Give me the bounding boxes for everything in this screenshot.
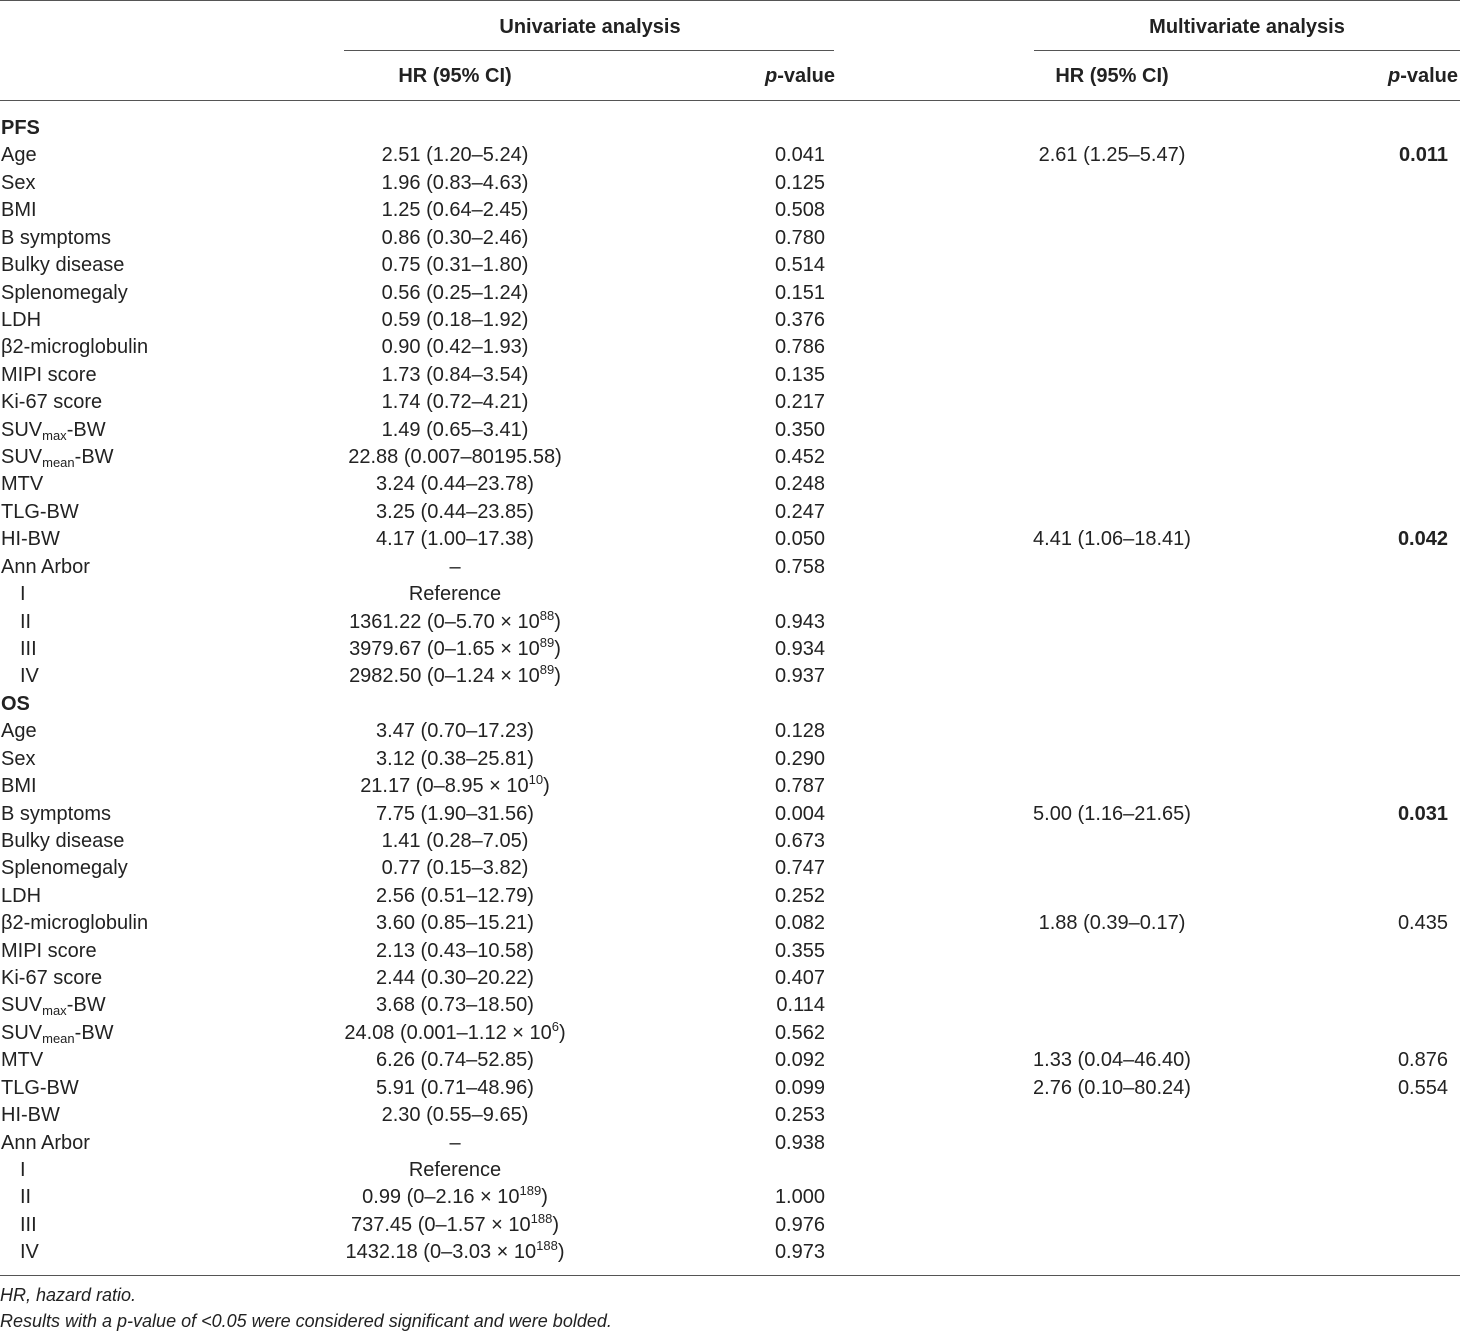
univariate-hr: 0.56 (0.25–1.24) [381,282,529,304]
row-label: TLG-BW [1,1077,79,1099]
row-label: Age [1,720,37,742]
univariate-hr: 2.30 (0.55–9.65) [381,1104,529,1126]
row-label: β2-microglobulin [1,336,149,358]
p-italic: p [1387,65,1401,87]
label-suffix: -BW [66,994,106,1016]
univariate-hr: 6.26 (0.74–52.85) [376,1049,534,1071]
label-subscript: mean [42,1031,75,1046]
row-label: MIPI score [1,364,97,386]
univariate-hr: 3.24 (0.44–23.78) [376,473,534,495]
univariate-p: 0.004 [774,803,825,825]
univariate-p: 0.247 [774,501,825,523]
univariate-p: 0.128 [774,720,825,742]
row-label: Bulky disease [1,830,125,852]
univariate-hr [349,664,561,688]
hr-value: 24.08 (0.001–1.12 × 10 [344,1022,552,1044]
row-label: β2-microglobulin [1,912,149,934]
multivariate-underline [1034,50,1460,51]
label-suffix: -BW [66,419,106,441]
univariate-hr: 3.12 (0.38–25.81) [376,748,534,770]
univariate-p: 0.135 [774,364,825,386]
hr-close: ) [552,1214,559,1236]
univariate-p: 0.290 [774,748,825,770]
p-rest: -value [1400,65,1458,87]
row-label: II [20,1186,32,1208]
univariate-hr: 3.47 (0.70–17.23) [376,720,534,742]
univariate-p: 1.000 [774,1186,825,1208]
row-label: I [20,1159,26,1181]
univariate-hr: 1.49 (0.65–3.41) [381,419,529,441]
multivariate-p: 0.554 [1397,1077,1448,1099]
multivariate-p-header [1388,64,1458,88]
univariate-p: 0.943 [774,611,825,633]
multivariate-p: 0.031 [1397,803,1448,825]
footnote-abbreviation: HR, hazard ratio. [0,1285,137,1305]
multivariate-p: 0.876 [1397,1049,1448,1071]
multivariate-hr: 1.88 (0.39–0.17) [1038,912,1186,934]
row-label: I [20,583,26,605]
row-label: LDH [1,309,42,331]
univariate-p: 0.050 [774,528,825,550]
row-label: B symptoms [1,803,112,825]
row-label [1,1021,114,1045]
row-label: Splenomegaly [1,857,128,879]
hr-exponent: 188 [536,1238,558,1253]
univariate-hr: 5.91 (0.71–48.96) [376,1077,534,1099]
univariate-header: Univariate analysis [499,16,681,38]
hr-exponent: 89 [539,635,555,650]
univariate-p: 0.355 [774,940,825,962]
univariate-hr: 1.73 (0.84–3.54) [381,364,529,386]
univariate-hr: 0.86 (0.30–2.46) [381,227,529,249]
hr-close: ) [543,775,550,797]
univariate-hr: 0.90 (0.42–1.93) [381,336,529,358]
hr-exponent: 6 [551,1019,559,1034]
hr-value: 2982.50 (0–1.24 × 10 [349,665,540,687]
row-label: Ki-67 score [1,391,103,413]
univariate-hr-header: HR (95% CI) [398,65,512,87]
multivariate-p: 0.042 [1397,528,1448,550]
row-label: HI-BW [1,1104,60,1126]
row-label: IV [20,1241,39,1263]
row-label: MTV [1,1049,44,1071]
univariate-p: 0.787 [774,775,825,797]
univariate-hr [349,637,561,661]
univariate-hr: – [449,1132,461,1154]
univariate-p: 0.082 [774,912,825,934]
row-label: IV [20,665,39,687]
label-main: SUV [1,446,43,468]
multivariate-hr: 4.41 (1.06–18.41) [1033,528,1191,550]
hr-close: ) [554,611,561,633]
univariate-p: 0.376 [774,309,825,331]
univariate-p: 0.252 [774,885,825,907]
univariate-p: 0.248 [774,473,825,495]
univariate-p: 0.786 [774,336,825,358]
row-label [1,445,114,469]
univariate-hr: 2.44 (0.30–20.22) [376,967,534,989]
univariate-p: 0.253 [774,1104,825,1126]
section-label: OS [1,693,30,715]
label-suffix: -BW [74,446,114,468]
row-label: MTV [1,473,44,495]
univariate-p: 0.452 [774,446,825,468]
row-label: MIPI score [1,940,97,962]
univariate-hr [362,1185,548,1209]
p-italic: p [764,65,778,87]
row-label: BMI [1,775,37,797]
univariate-hr: 1.74 (0.72–4.21) [381,391,529,413]
univariate-hr: 1.41 (0.28–7.05) [381,830,529,852]
univariate-p: 0.407 [774,967,825,989]
p-rest: -value [777,65,835,87]
univariate-p: 0.976 [774,1214,825,1236]
hr-exponent: 189 [519,1183,542,1198]
multivariate-p: 0.011 [1399,144,1448,166]
hr-close: ) [554,665,561,687]
row-label: Age [1,144,37,166]
univariate-p: 0.747 [774,857,825,879]
row-label: Ann Arbor [1,1132,90,1154]
univariate-hr [349,610,561,634]
hr-close: ) [558,1022,566,1044]
hr-value: 737.45 (0–1.57 × 10 [351,1214,531,1236]
label-main: SUV [1,1022,43,1044]
univariate-hr: 22.88 (0.007–80195.58) [348,446,562,468]
label-suffix: -BW [74,1022,114,1044]
row-label [1,993,106,1017]
univariate-p: 0.092 [774,1049,825,1071]
univariate-p: 0.562 [774,1022,825,1044]
univariate-hr [351,1213,559,1237]
table-bottom-border [0,1275,1460,1276]
hr-exponent: 10 [528,772,544,787]
multivariate-hr: 2.76 (0.10–80.24) [1033,1077,1191,1099]
univariate-p: 0.099 [774,1077,825,1099]
univariate-hr: Reference [408,1159,502,1181]
univariate-p: 0.508 [774,199,825,221]
hr-close: ) [557,1241,565,1263]
univariate-p: 0.514 [774,254,825,276]
univariate-hr: 2.56 (0.51–12.79) [376,885,534,907]
row-label: Sex [1,172,36,194]
label-subscript: max [42,1003,67,1018]
univariate-hr [360,774,550,798]
univariate-hr: 3.25 (0.44–23.85) [376,501,534,523]
label-subscript: max [42,428,67,443]
row-label: LDH [1,885,42,907]
row-label: B symptoms [1,227,112,249]
row-label: Ki-67 score [1,967,103,989]
univariate-p: 0.938 [774,1132,825,1154]
univariate-p: 0.041 [774,144,825,166]
label-main: SUV [1,419,43,441]
univariate-hr: 4.17 (1.00–17.38) [376,528,534,550]
univariate-hr: 7.75 (1.90–31.56) [376,803,534,825]
label-main: SUV [1,994,43,1016]
univariate-p: 0.758 [774,556,825,578]
row-label: II [20,611,32,633]
univariate-hr: 0.59 (0.18–1.92) [381,309,529,331]
row-label: TLG-BW [1,501,79,523]
row-label: Ann Arbor [1,556,90,578]
univariate-hr: 0.75 (0.31–1.80) [381,254,529,276]
hr-exponent: 89 [539,662,555,677]
univariate-p: 0.973 [774,1241,825,1263]
univariate-p: 0.673 [774,830,825,852]
univariate-underline [344,50,834,51]
hr-value: 21.17 (0–8.95 × 10 [360,775,529,797]
hr-exponent: 188 [530,1211,553,1226]
multivariate-hr: 1.33 (0.04–46.40) [1033,1049,1191,1071]
hr-exponent: 88 [539,608,555,623]
row-label: Sex [1,748,36,770]
univariate-p: 0.151 [774,282,825,304]
univariate-hr: 1.25 (0.64–2.45) [381,199,529,221]
row-label: HI-BW [1,528,60,550]
hr-value: 1432.18 (0–3.03 × 10 [345,1241,537,1263]
univariate-hr: – [449,556,461,578]
multivariate-hr-header: HR (95% CI) [1055,65,1169,87]
univariate-hr: 3.60 (0.85–15.21) [376,912,534,934]
multivariate-header: Multivariate analysis [1149,16,1345,38]
univariate-hr: 0.77 (0.15–3.82) [381,857,529,879]
multivariate-p: 0.435 [1397,912,1448,934]
univariate-p: 0.780 [774,227,825,249]
multivariate-hr: 5.00 (1.16–21.65) [1033,803,1191,825]
univariate-p: 0.937 [774,665,825,687]
univariate-hr [345,1240,564,1264]
row-label: Splenomegaly [1,282,128,304]
univariate-hr: 1.96 (0.83–4.63) [381,172,529,194]
row-label [1,418,106,442]
univariate-p-header [765,64,835,88]
row-label: BMI [1,199,37,221]
univariate-hr: 2.51 (1.20–5.24) [381,144,529,166]
univariate-hr [344,1021,565,1045]
univariate-p: 0.934 [774,638,825,660]
hr-value: 3979.67 (0–1.65 × 10 [349,638,540,660]
row-label: Bulky disease [1,254,125,276]
label-subscript: mean [42,455,75,470]
univariate-p: 0.125 [774,172,825,194]
row-label: III [20,1214,37,1236]
section-label: PFS [1,117,40,139]
footnote-significance: Results with a p-value of <0.05 were considered significant and were bolded. [0,1311,612,1331]
univariate-hr: 3.68 (0.73–18.50) [376,994,534,1016]
hr-close: ) [554,638,561,660]
univariate-p: 0.217 [774,391,825,413]
header-bottom-border [0,100,1460,101]
multivariate-hr: 2.61 (1.25–5.47) [1038,144,1186,166]
univariate-p: 0.350 [774,419,825,441]
table-top-border [0,0,1460,1]
univariate-p: 0.114 [776,994,825,1016]
hr-close: ) [541,1186,548,1208]
hr-value: 0.99 (0–2.16 × 10 [362,1186,520,1208]
row-label: III [20,638,37,660]
hr-value: 1361.22 (0–5.70 × 10 [349,611,540,633]
univariate-hr: 2.13 (0.43–10.58) [376,940,534,962]
univariate-hr: Reference [408,583,502,605]
